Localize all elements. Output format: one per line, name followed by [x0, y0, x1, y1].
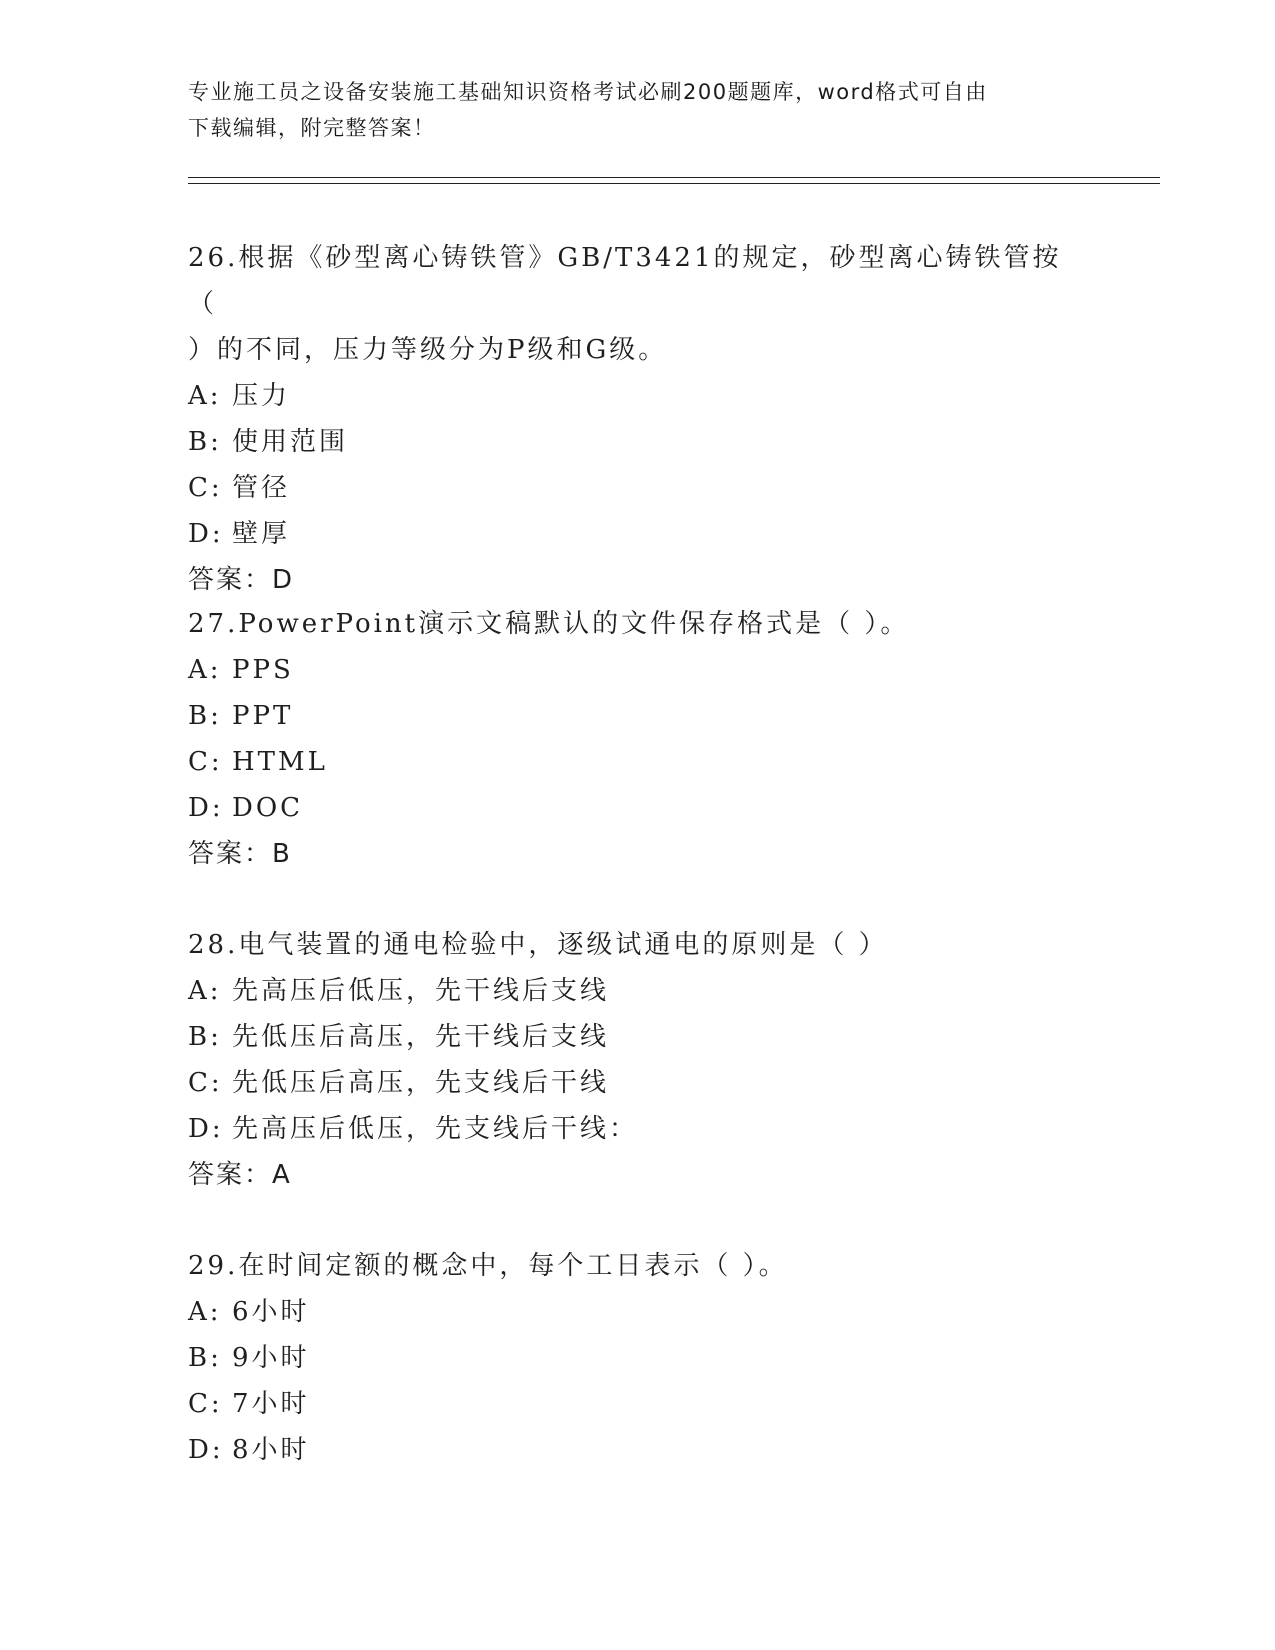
- option-letter: B:: [188, 701, 222, 731]
- header-line-1: 专业施工员之设备安装施工基础知识资格考试必刷200题题库，word格式可自由: [188, 80, 988, 104]
- option-d: [188, 785, 1088, 831]
- option-a: [188, 373, 1088, 419]
- option-text: 8小时: [232, 1435, 310, 1465]
- option-text: 先高压后低压，先干线后支线: [232, 976, 610, 1006]
- question-stem: 26.根据《砂型离心铸铁管》GB/T3421的规定，砂型离心铸铁管按（: [188, 243, 1062, 319]
- option-b: [188, 1335, 1088, 1381]
- option-text: DOC: [232, 793, 304, 823]
- option-text: 管径: [232, 473, 291, 503]
- header-divider-top: [188, 177, 1160, 178]
- question-stem: 27.PowerPoint演示文稿默认的文件保存格式是（ ）。: [188, 609, 910, 639]
- option-letter: B:: [188, 427, 222, 457]
- option-text: 使用范围: [232, 427, 349, 457]
- option-c: [188, 739, 1088, 785]
- option-c: [188, 1060, 1088, 1106]
- option-c: [188, 465, 1088, 511]
- option-d: [188, 1106, 1088, 1152]
- option-text: 9小时: [232, 1343, 310, 1373]
- option-b: [188, 1014, 1088, 1060]
- option-text: 7小时: [232, 1389, 310, 1419]
- question-28: [188, 922, 1088, 1198]
- option-text: 先高压后低压，先支线后干线：: [232, 1114, 639, 1144]
- option-letter: D:: [188, 519, 224, 549]
- question-26: [188, 235, 1088, 603]
- option-letter: C:: [188, 473, 223, 503]
- option-text: 先低压后高压，先支线后干线: [232, 1068, 610, 1098]
- option-text: 压力: [232, 381, 291, 411]
- question-27: [188, 601, 1088, 877]
- question-stem: 28.电气装置的通电检验中，逐级试通电的原则是（ ）: [188, 930, 888, 960]
- document-header: [188, 74, 1088, 146]
- option-a: [188, 647, 1088, 693]
- question-stem-continued: ）的不同，压力等级分为P级和G级。: [188, 335, 668, 365]
- option-letter: C:: [188, 1389, 223, 1419]
- option-b: [188, 693, 1088, 739]
- option-letter: A:: [188, 655, 222, 685]
- option-text: HTML: [232, 747, 328, 777]
- question-stem: 29.在时间定额的概念中，每个工日表示（ ）。: [188, 1251, 788, 1281]
- option-a: [188, 968, 1088, 1014]
- option-letter: A:: [188, 381, 222, 411]
- option-text: PPT: [232, 701, 294, 731]
- answer: 答案：B: [188, 839, 292, 869]
- option-letter: A:: [188, 1297, 222, 1327]
- answer: 答案：A: [188, 1160, 292, 1190]
- option-d: [188, 511, 1088, 557]
- answer: 答案：D: [188, 565, 295, 595]
- option-text: PPS: [232, 655, 294, 685]
- option-b: [188, 419, 1088, 465]
- option-text: 先低压后高压，先干线后支线: [232, 1022, 610, 1052]
- option-text: 壁厚: [232, 519, 291, 549]
- question-29: [188, 1243, 1088, 1473]
- option-letter: B:: [188, 1343, 222, 1373]
- option-letter: D:: [188, 1435, 224, 1465]
- option-letter: C:: [188, 1068, 223, 1098]
- option-c: [188, 1381, 1088, 1427]
- option-text: 6小时: [232, 1297, 310, 1327]
- option-letter: C:: [188, 747, 223, 777]
- header-line-2: 下载编辑，附完整答案！: [188, 116, 436, 140]
- option-letter: B:: [188, 1022, 222, 1052]
- header-divider-bottom: [188, 183, 1160, 184]
- option-letter: D:: [188, 793, 224, 823]
- option-letter: A:: [188, 976, 222, 1006]
- option-d: [188, 1427, 1088, 1473]
- option-a: [188, 1289, 1088, 1335]
- option-letter: D:: [188, 1114, 224, 1144]
